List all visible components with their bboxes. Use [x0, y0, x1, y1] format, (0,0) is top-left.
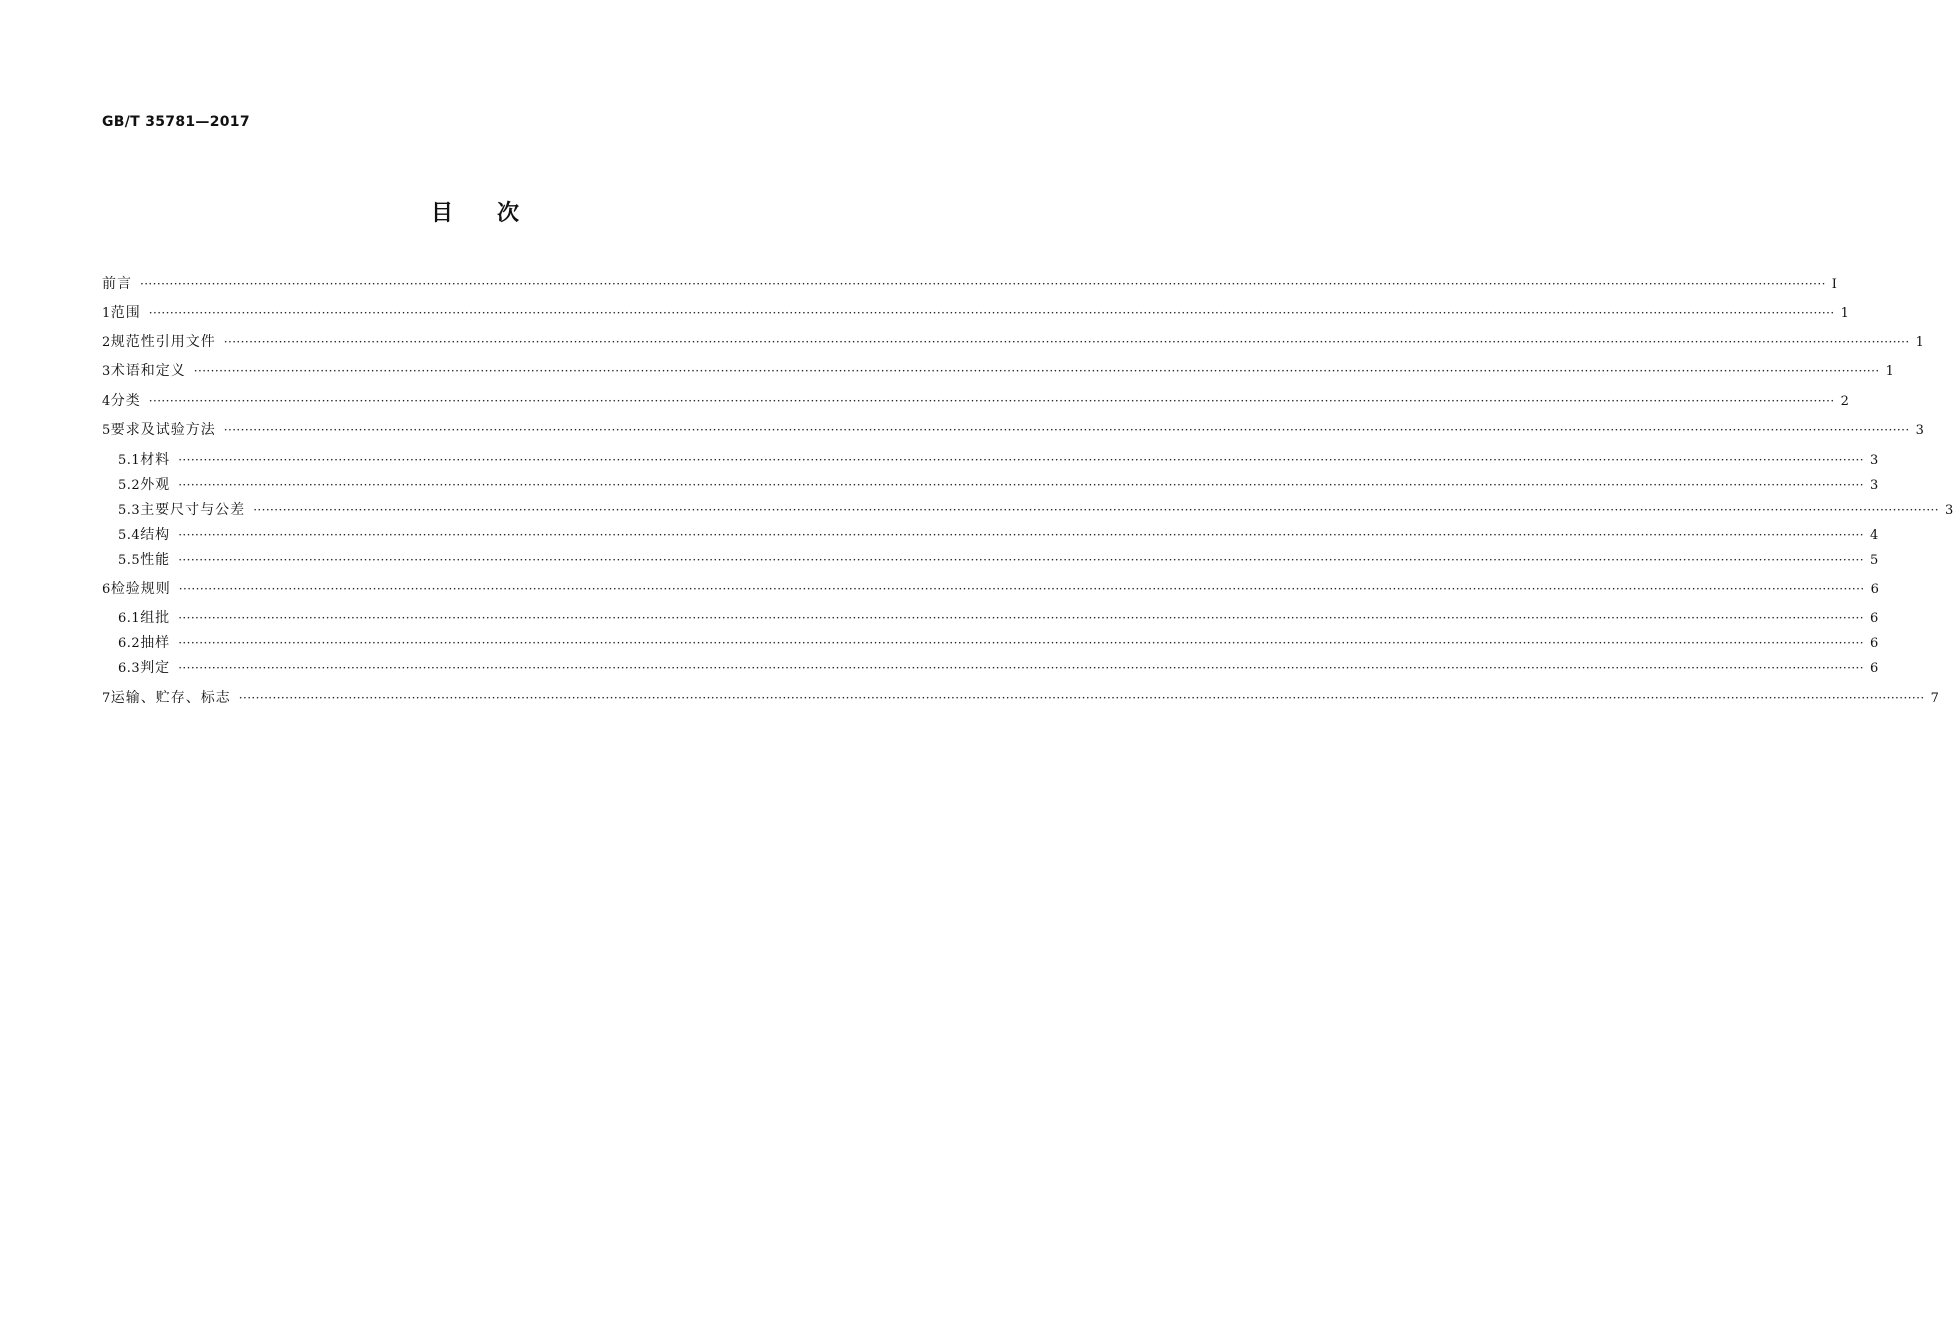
- toc-entry[interactable]: [118, 500, 1953, 520]
- toc-leader-dots: ················································································································································································································································································································································································································: [178, 636, 1864, 650]
- toc-entry-label: 主要尺寸与公差: [140, 502, 246, 518]
- toc-entry-number: 6.3: [118, 661, 141, 676]
- toc-entry[interactable]: [102, 391, 1849, 411]
- toc-entry-label: 结构: [140, 527, 171, 543]
- toc-leader-dots: ················································································································································································································································································································································································································: [193, 364, 1880, 378]
- document-code: GB/T 35781—2017: [102, 114, 250, 130]
- toc-entry-page: 3: [1869, 478, 1879, 493]
- toc-entry-number: 4: [102, 394, 111, 409]
- toc-entry-label: 前言: [102, 276, 132, 292]
- toc-entry-page: 5: [1869, 553, 1879, 568]
- toc-entry-number: 1: [102, 306, 111, 321]
- toc-leader-dots: ················································································································································································································································································································································································································: [178, 553, 1864, 567]
- toc-entry[interactable]: [102, 361, 1894, 381]
- toc-leader-dots: ················································································································································································································································································································································································································: [178, 661, 1864, 675]
- toc-entry-page: 6: [1870, 582, 1879, 597]
- toc-entry[interactable]: [118, 633, 1879, 653]
- toc-entry[interactable]: [118, 608, 1879, 628]
- toc-entry[interactable]: [102, 274, 1837, 294]
- toc-entry[interactable]: [118, 550, 1879, 570]
- toc-leader-dots: ················································································································································································································································································································································································································: [178, 582, 1865, 596]
- toc-entry[interactable]: [102, 579, 1879, 599]
- toc-entry-label: 范围: [110, 305, 141, 321]
- toc-entry-label: 要求及试验方法: [110, 422, 216, 438]
- toc-entry-label: 运输、贮存、标志: [110, 690, 231, 706]
- toc-leader-dots: ················································································································································································································································································································································································································: [223, 335, 1910, 349]
- toc-entry-label: 抽样: [140, 635, 171, 651]
- toc-entry-number: 5: [102, 423, 111, 438]
- page-title: [0, 196, 950, 227]
- toc-leader-dots: ················································································································································································································································································································································································································: [148, 306, 1835, 320]
- toc-entry-page: 7: [1930, 691, 1939, 706]
- toc-leader-dots: ················································································································································································································································································································································································································: [178, 528, 1864, 542]
- toc-entry-page: 3: [1944, 503, 1953, 518]
- toc-entry-label: 分类: [110, 393, 141, 409]
- toc-leader-dots: ················································································································································································································································································································································································································: [178, 453, 1864, 467]
- toc-entry[interactable]: [102, 332, 1924, 352]
- toc-entry-number: 6.2: [118, 636, 141, 651]
- toc-entry-number: 5.4: [118, 528, 141, 543]
- toc-entry-label: 组批: [140, 610, 171, 626]
- toc-entry-page: 4: [1869, 528, 1879, 543]
- toc-entry[interactable]: [102, 688, 1939, 708]
- toc-entry-label: 规范性引用文件: [110, 334, 216, 350]
- toc-entry-page: 3: [1869, 453, 1879, 468]
- toc-entry-label: 术语和定义: [110, 363, 186, 379]
- toc-entry-page: 1: [1840, 306, 1849, 321]
- toc-leader-dots: ················································································································································································································································································································································································································: [223, 423, 1910, 437]
- toc-entry-label: 检验规则: [110, 581, 171, 597]
- toc-entry-label: 材料: [140, 452, 171, 468]
- title-char-2: 次: [497, 201, 520, 226]
- toc-entry[interactable]: [118, 658, 1879, 678]
- toc-entry-page: 6: [1869, 611, 1879, 626]
- title-char-1: 目: [430, 201, 453, 226]
- toc-entry-label: 外观: [140, 477, 171, 493]
- toc-entry-number: 6.1: [118, 611, 141, 626]
- toc-leader-dots: ················································································································································································································································································································································································································: [140, 277, 1826, 291]
- toc-entry[interactable]: [118, 525, 1879, 545]
- toc-entry-page: 6: [1869, 661, 1879, 676]
- toc-entry-page: 3: [1915, 423, 1924, 438]
- toc-entry-number: 5.3: [118, 503, 141, 518]
- toc-entry-page: Ⅰ: [1831, 277, 1837, 292]
- toc-entry-number: 5.1: [118, 453, 141, 468]
- toc-entry[interactable]: [102, 420, 1924, 440]
- toc-entry-page: 1: [1915, 335, 1924, 350]
- toc-entry[interactable]: [118, 450, 1879, 470]
- toc-entry-number: 5.2: [118, 478, 141, 493]
- toc-entry-page: 2: [1840, 394, 1849, 409]
- toc-leader-dots: ················································································································································································································································································································································································································: [178, 478, 1864, 492]
- toc-entry-number: 7: [102, 691, 111, 706]
- toc-entry-number: 6: [102, 582, 111, 597]
- toc-leader-dots: ················································································································································································································································································································································································································: [238, 691, 1925, 705]
- toc-entry-number: 3: [102, 364, 111, 379]
- toc-entry-label: 判定: [140, 660, 171, 676]
- toc-entry-page: 1: [1885, 364, 1894, 379]
- toc-leader-dots: ················································································································································································································································································································································································································: [178, 611, 1864, 625]
- toc-entry-number: 5.5: [118, 553, 141, 568]
- toc-entry-number: 2: [102, 335, 111, 350]
- toc-leader-dots: ················································································································································································································································································································································································································: [148, 394, 1835, 408]
- toc-entry[interactable]: [118, 475, 1879, 495]
- toc-entry-label: 性能: [140, 552, 171, 568]
- toc-entry-page: 6: [1869, 636, 1879, 651]
- toc-entry[interactable]: [102, 303, 1849, 323]
- toc-leader-dots: ················································································································································································································································································································································································································: [253, 503, 1939, 517]
